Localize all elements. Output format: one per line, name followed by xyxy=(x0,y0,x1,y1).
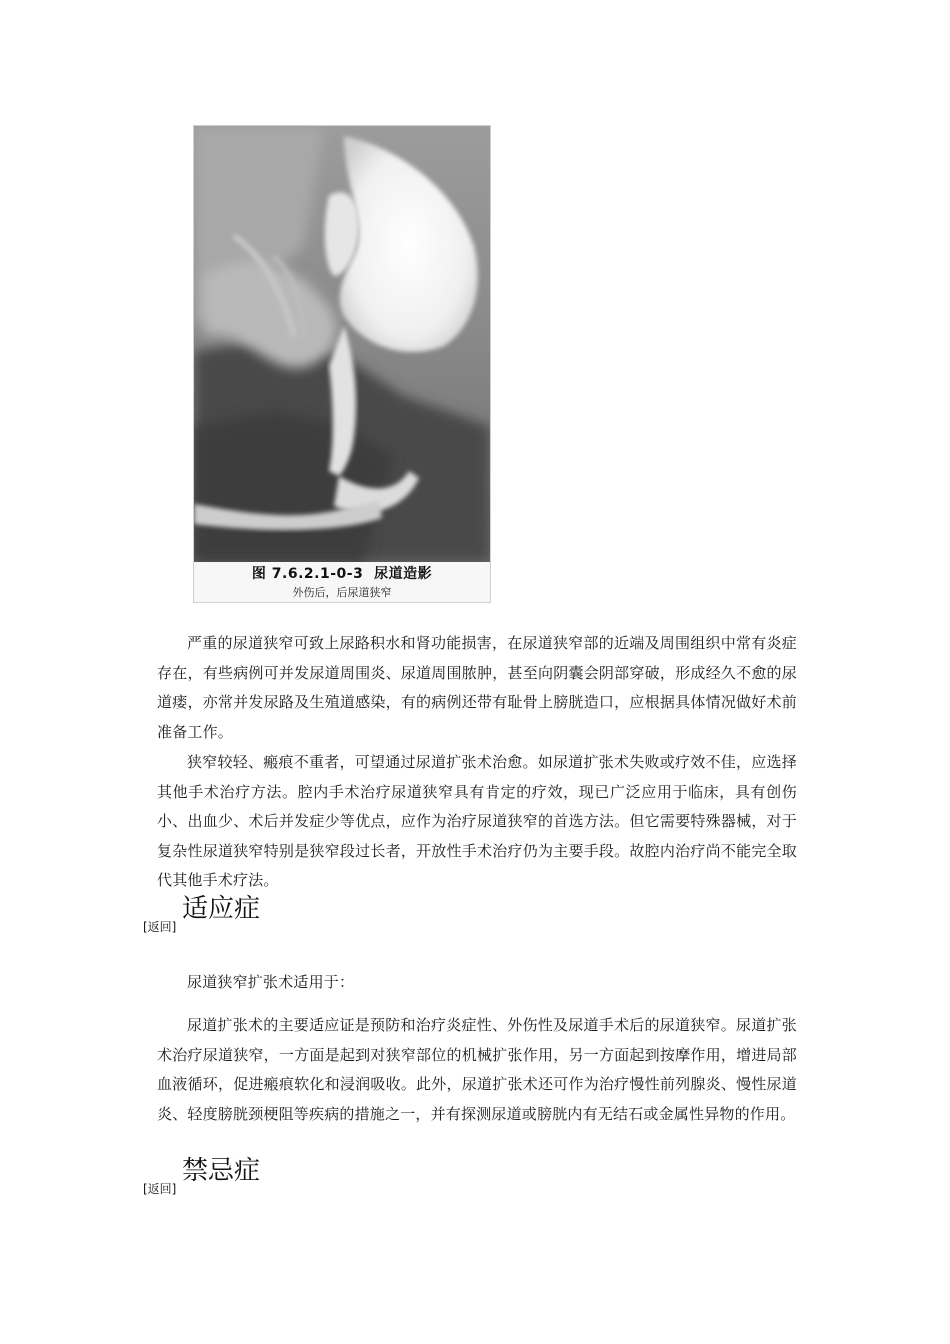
figure-caption-subtitle: 外伤后，后尿道狭窄 xyxy=(292,586,392,599)
heading-indications: 适应症 xyxy=(182,894,261,924)
back-link-contraindications[interactable]: [返回] xyxy=(143,1182,177,1196)
back-link-indications[interactable]: [返回] xyxy=(143,920,177,934)
heading-contraindications: 禁忌症 xyxy=(182,1156,261,1186)
paragraph-treatment-choice: 狭窄较轻、瘢痕不重者，可望通过尿道扩张术治愈。如尿道扩张术失败或疗效不佳，应选择其他手术治疗方法。腔内手术治疗尿道狭窄具有肯定的疗效，现已广泛应用于临床，具有创伤小、出血少、术后并发症少等优点，应作为治疗尿道狭窄的首选方法。但它需要特殊器械，对于复杂性尿道狭窄特别是狭窄段过长者，开放性手术治疗仍为主要手段。故腔内治疗尚不能完全取代其他手术疗法。 xyxy=(157,753,797,889)
paragraph-indications-detail: 尿道扩张术的主要适应证是预防和治疗炎症性、外伤性及尿道手术后的尿道狭窄。尿道扩张术治疗尿道狭窄，一方面是起到对狭窄部位的机械扩张作用，另一方面起到按摩作用，增进局部血液循环，促进瘢痕软化和浸润吸收。此外，尿道扩张术还可作为治疗慢性前列腺炎、慢性尿道炎、轻度膀胱颈梗阻等疾病的措施之一，并有探测尿道或膀胱内有无结石或金属性异物的作用。 xyxy=(157,1016,797,1123)
figure-caption-title: 图 7.6.2.1-0-3 尿道造影 xyxy=(251,566,433,582)
paragraph-preoperative-preparation: 严重的尿道狭窄可致上尿路积水和肾功能损害，在尿道狭窄部的近端及周围组织中常有炎症存在，有些病例可并发尿道周围炎、尿道周围脓肿，甚至向阴囊会阴部穿破，形成经久不愈的尿道瘘，亦常并发尿路及生殖道感染，有的病例还带有耻骨上膀胱造口，应根据具体情况做好术前准备工作。 xyxy=(157,634,797,741)
figure-urethrogram xyxy=(193,125,491,603)
paragraph-indications-intro: 尿道狭窄扩张术适用于： xyxy=(187,973,355,991)
urethrogram-xray-image xyxy=(194,126,490,562)
